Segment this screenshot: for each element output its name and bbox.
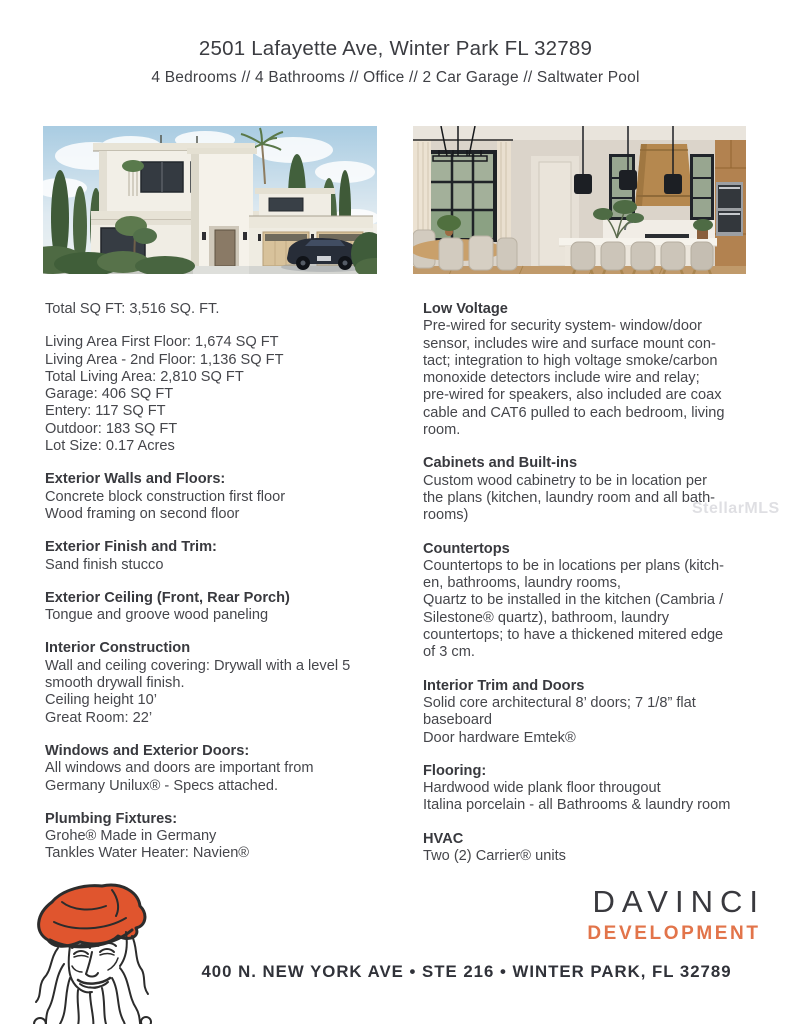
section-heading: Interior Trim and Doors [423, 677, 585, 694]
section-heading: Windows and Exterior Doors: [45, 742, 250, 759]
exterior-photo [43, 126, 377, 274]
section-line: Countertops to be in locations per plans (kitch- [423, 557, 724, 574]
spec-section [45, 590, 397, 625]
spec-section [45, 471, 397, 523]
section-line: cable and CAT6 pulled to each bedroom, living [423, 404, 725, 421]
kitchen-photo-illustration [413, 126, 746, 274]
spec-section [423, 541, 775, 662]
spec-section [45, 334, 397, 455]
section-line: smooth drywall finish. [45, 675, 185, 692]
section-heading: Flooring: [423, 762, 487, 779]
section-line: Total Living Area: 2,810 SQ FT [45, 368, 244, 385]
section-heading: Countertops [423, 540, 510, 557]
section-line: Solid core architectural 8’ doors; 7 1/8” flat [423, 694, 696, 711]
spec-section [45, 743, 397, 795]
spec-section [45, 301, 397, 318]
section-line: the plans (kitchen, laundry room and all bath- [423, 489, 716, 506]
stellar-mls-watermark: StellarMLS [692, 500, 780, 517]
section-line: Door hardware Emtek® [423, 729, 576, 746]
section-heading: Exterior Ceiling (Front, Rear Porch) [45, 589, 290, 606]
section-heading: Plumbing Fixtures: [45, 810, 178, 827]
section-line: Pre-wired for security system- window/door [423, 318, 702, 335]
spec-section [423, 678, 775, 747]
section-line: baseboard [423, 712, 492, 729]
section-heading: Exterior Walls and Floors: [45, 471, 226, 488]
section-line: Ceiling height 10’ [45, 692, 157, 709]
exterior-photo-illustration [43, 126, 377, 274]
section-line: Concrete block construction first floor [45, 488, 286, 505]
section-line: Lot Size: 0.17 Acres [45, 438, 175, 455]
section-line: Sand finish stucco [45, 556, 164, 573]
spec-section [45, 539, 397, 574]
section-line: Custom wood cabinetry to be in location per [423, 472, 707, 489]
section-heading: HVAC [423, 830, 464, 847]
section-line: Tankles Water Heater: Navien® [45, 845, 250, 862]
section-line: Garage: 406 SQ FT [45, 386, 174, 403]
spec-section [423, 763, 775, 815]
brand-name: DAVINCI [592, 884, 765, 919]
section-line: Outdoor: 183 SQ FT [45, 420, 178, 437]
section-line: Total SQ FT: 3,516 SQ. FT. [45, 301, 220, 317]
section-line: Hardwood wide plank floor througout [423, 780, 661, 797]
section-line: countertops; to have a thickened mitered edge [423, 627, 724, 644]
section-line: Great Room: 22’ [45, 709, 153, 726]
section-line: Germany Unilux® - Specs attached. [45, 777, 279, 794]
kitchen-photo [413, 126, 746, 274]
section-line: monoxide detectors include wire and relay; [423, 370, 700, 387]
section-line: Italina porcelain - all Bathrooms & laundry room [423, 797, 731, 814]
section-line: of 3 cm. [423, 644, 475, 661]
spec-section [45, 811, 397, 863]
section-line: room. [423, 422, 461, 439]
section-line: sensor, includes wire and surface mount con- [423, 335, 716, 352]
section-line: Tongue and groove wood paneling [45, 607, 269, 624]
section-line: pre-wired for speakers, also included are coax [423, 387, 722, 404]
brand-block [587, 884, 765, 945]
brand-subtitle: DEVELOPMENT [587, 923, 761, 944]
davinci-logo-illustration [14, 874, 164, 1024]
section-line: Wood framing on second floor [45, 505, 240, 522]
section-line: Silestone® quartz), bathroom, laundry [423, 609, 669, 626]
section-line: Entery: 117 SQ FT [45, 403, 166, 420]
section-heading: Interior Construction [45, 640, 191, 657]
section-line: Two (2) Carrier® units [423, 848, 566, 865]
davinci-face-icon [14, 874, 164, 1024]
section-line: Living Area - 2nd Floor: 1,136 SQ FT [45, 351, 284, 368]
section-heading: Low Voltage [423, 301, 508, 317]
section-heading: Exterior Finish and Trim: [45, 539, 217, 556]
page-subtitle: 4 Bedrooms // 4 Bathrooms // Office // 2 Car Garage // Saltwater Pool [151, 69, 640, 86]
section-line: Grohe® Made in Germany [45, 828, 217, 845]
spec-section [423, 831, 775, 866]
section-heading: Cabinets and Built-ins [423, 455, 578, 472]
section-line: All windows and doors are important from [45, 760, 314, 777]
section-line: Wall and ceiling covering: Drywall with a level 5 [45, 657, 351, 674]
footer-address: 400 N. NEW YORK AVE • STE 216 • WINTER PARK, FL 32789 [201, 962, 732, 981]
section-line: en, bathrooms, laundry rooms, [423, 575, 621, 592]
spec-section [45, 640, 397, 726]
section-line: tact; integration to high voltage smoke/carbon [423, 352, 718, 369]
specs-column-left [45, 301, 397, 879]
page-title: 2501 Lafayette Ave, Winter Park FL 32789 [198, 37, 593, 60]
section-line: rooms) [423, 507, 469, 524]
section-line: Quartz to be installed in the kitchen (Cambria / [423, 592, 724, 609]
spec-section [423, 301, 775, 439]
specs-column-right [423, 301, 775, 881]
section-line: Living Area First Floor: 1,674 SQ FT [45, 334, 279, 351]
